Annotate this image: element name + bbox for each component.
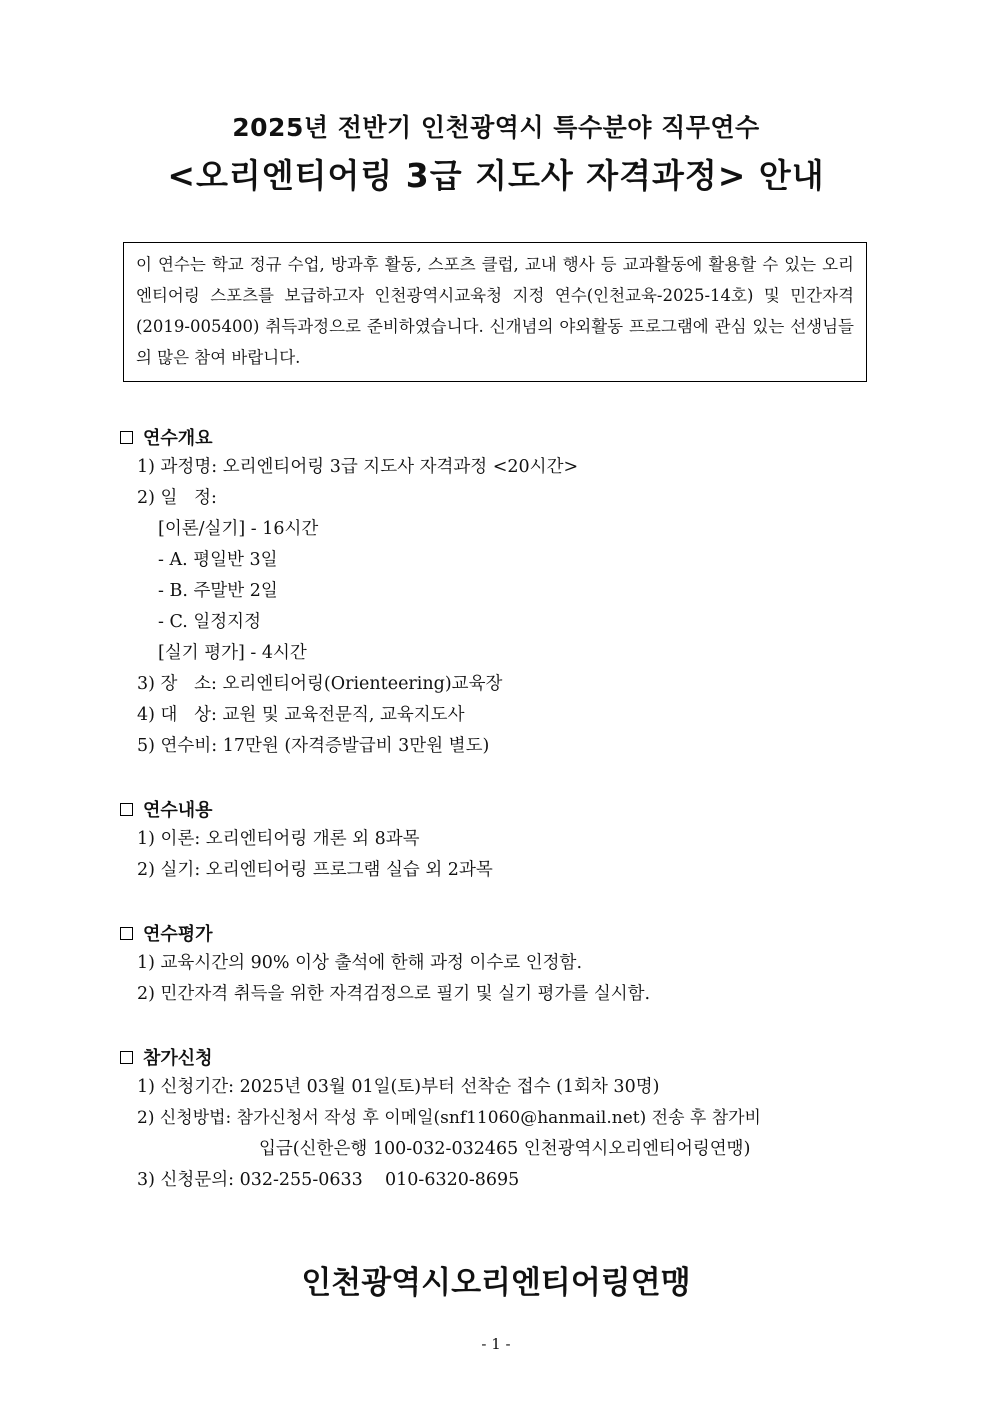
- application-contact: 3) 신청문의: 032-255-0633 010-6320-8695: [137, 1170, 520, 1190]
- overview-fee: 5) 연수비: 17만원 (자격증발급비 3만원 별도): [137, 736, 490, 756]
- document-title-line1: 2025년 전반기 인천광역시 특수분야 직무연수: [232, 113, 760, 142]
- square-bullet-icon: [120, 927, 133, 940]
- organization-name: 인천광역시오리엔티어링연맹: [301, 1265, 691, 1301]
- square-bullet-icon: [120, 803, 133, 816]
- document-title-line2: <오리엔티어링 3급 지도사 자격과정> 안내: [167, 156, 825, 195]
- section-heading: 참가신청: [120, 1042, 761, 1072]
- square-bullet-icon: [120, 431, 133, 444]
- schedule-option-a: - A. 평일반 3일: [158, 550, 278, 570]
- section-overview: [120, 422, 578, 762]
- application-method: 2) 신청방법: 참가신청서 작성 후 이메일(snf11060@hanmail.net) 전송 후 참가비: [137, 1108, 761, 1128]
- content-practice: 2) 실기: 오리엔티어링 프로그램 실습 외 2과목: [137, 860, 493, 880]
- section-content: [120, 794, 493, 886]
- page-number: - 1 -: [481, 1335, 511, 1353]
- schedule-option-c: - C. 일정지정: [158, 612, 261, 632]
- overview-target: 4) 대 상: 교원 및 교육전문직, 교육지도사: [137, 705, 465, 725]
- overview-schedule: 2) 일 정:: [137, 488, 217, 508]
- evaluation-item1: 1) 교육시간의 90% 이상 출석에 한해 과정 이수로 인정함.: [137, 953, 583, 973]
- schedule-option-b: - B. 주말반 2일: [158, 581, 278, 601]
- square-bullet-icon: [120, 1051, 133, 1064]
- application-method-cont: 입금(신한은행 100-032-032465 인천광역시오리엔티어링연맹): [259, 1139, 751, 1159]
- overview-course: 1) 과정명: 오리엔티어링 3급 지도사 자격과정 <20시간>: [137, 457, 579, 477]
- section-evaluation: [120, 918, 650, 1010]
- schedule-theory: [이론/실기] - 16시간: [158, 519, 319, 539]
- section-application: [120, 1042, 761, 1196]
- overview-place: 3) 장 소: 오리엔티어링(Orienteering)교육장: [137, 674, 503, 694]
- section-heading: 연수내용: [120, 794, 493, 824]
- content-theory: 1) 이론: 오리엔티어링 개론 외 8과목: [137, 829, 420, 849]
- application-period: 1) 신청기간: 2025년 03월 01일(토)부터 선착순 접수 (1회차 30명): [137, 1077, 660, 1097]
- evaluation-item2: 2) 민간자격 취득을 위한 자격검정으로 필기 및 실기 평가를 실시함.: [137, 984, 651, 1004]
- schedule-exam: [실기 평가] - 4시간: [158, 643, 307, 663]
- section-heading: 연수평가: [120, 918, 650, 948]
- section-heading: 연수개요: [120, 422, 578, 452]
- intro-box: 이 연수는 학교 정규 수업, 방과후 활동, 스포츠 클럽, 교내 행사 등 교과활동에 활용할 수 있는 오리엔티어링 스포츠를 보급하고자 인천광역시교육청 지정 연수(인천교육-2025-14호) 및 민간자격(2019-005400) 취득과정으로 준비하였습니다. 신개념의 야외활동 프로그램에 관심 있는 선생님들의 많은 참여 바랍니다.: [123, 242, 867, 382]
